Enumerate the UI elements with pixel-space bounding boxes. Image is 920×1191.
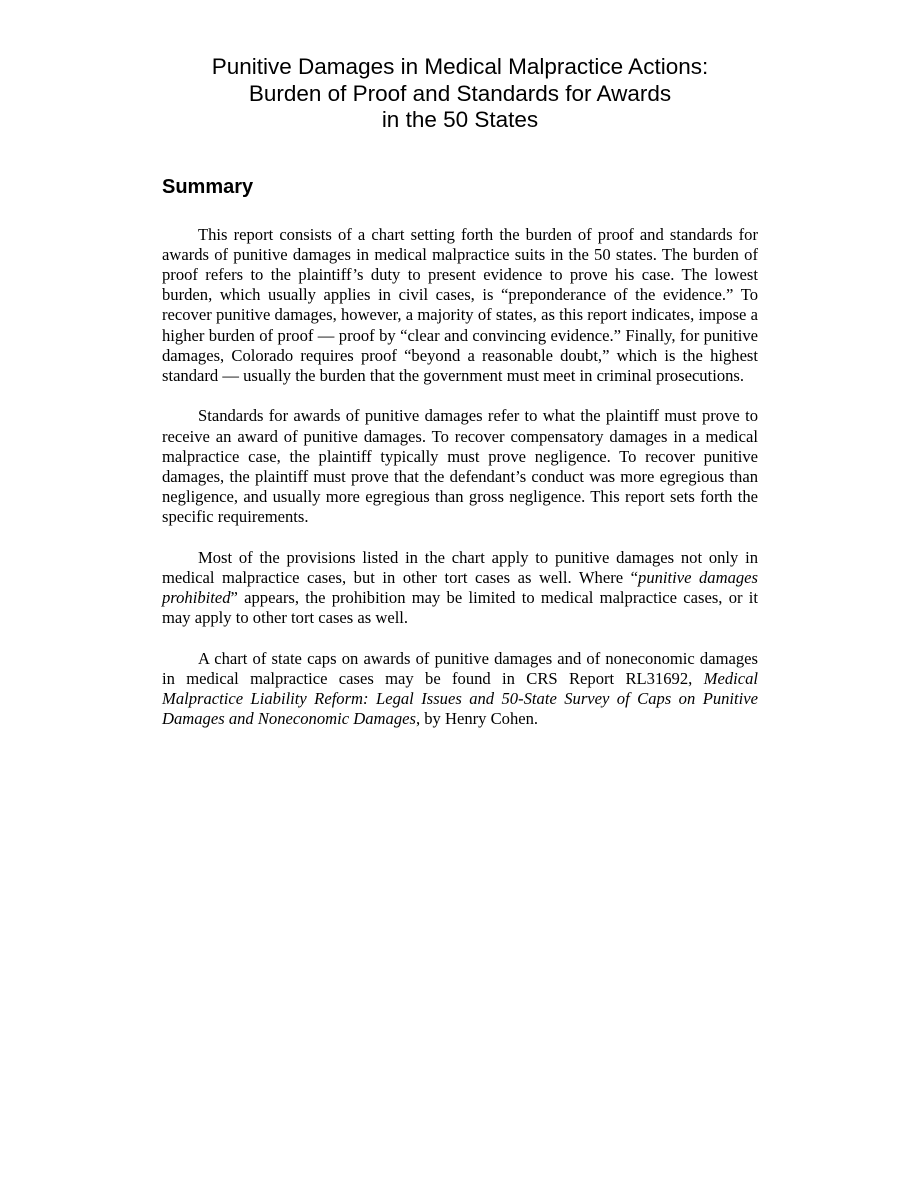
paragraph-scope-text-2: ” appears, the prohibition may be limited to medical malpractice cases, or it may apply to other tort cases as well. bbox=[162, 588, 758, 628]
document-title bbox=[162, 54, 758, 134]
paragraph-scope bbox=[162, 548, 758, 629]
summary-body bbox=[162, 225, 758, 730]
paragraph-scope-italic: punitive damages prohibited bbox=[162, 567, 758, 608]
paragraph-burden-of-proof: This report consists of a chart setting forth the burden of proof and standards for awards of punitive damages in medical malpractice suits in the 50 states. The burden of proof refers to the plaintiff’s duty to present evidence to prove his case. The lowest burden, which usually applies in civil cases, is “preponderance of the evidence.” To recover punitive damages, however, a majority of states, as this report indicates, impose a higher burden of proof — proof by “clear and convincing evidence.” Finally, for punitive damages, Colorado requires proof “beyond a reasonable doubt,” which is the highest standard — usually the burden that the government must meet in criminal prosecutions. bbox=[162, 224, 758, 385]
paragraph-scope-text-1: Most of the provisions listed in the chart apply to punitive damages not only in medical malpractice cases, but in other tort cases as well. Where “ bbox=[162, 547, 758, 587]
paragraph-standards: Standards for awards of punitive damages refer to what the plaintiff must prove to receive an award of punitive damages. To recover compensatory damages in a medical malpractice case, the plaintiff typically must prove negligence. To recover punitive damages, the plaintiff must prove that the defendant’s conduct was more egregious than negligence, and usually more egregious than gross negligence. This report sets forth the specific requirements. bbox=[162, 406, 758, 527]
summary-heading: Summary bbox=[162, 175, 254, 198]
title-line-3: in the 50 States bbox=[381, 107, 539, 132]
paragraph-reference-text-2: , by Henry Cohen. bbox=[415, 709, 539, 729]
report-title-citation: Medical Malpractice Liability Reform: Legal Issues and 50-State Survey of Caps on Punitive Damages and Noneconomic Damages bbox=[162, 668, 758, 729]
paragraph-reference-text-1: A chart of state caps on awards of punitive damages and of noneconomic damages in medical malpractice cases may be found in CRS Report RL31692, bbox=[162, 648, 758, 688]
title-line-1: Punitive Damages in Medical Malpractice Actions: bbox=[211, 54, 709, 79]
document-page bbox=[162, 54, 758, 750]
paragraph-reference bbox=[162, 649, 758, 730]
title-line-2: Burden of Proof and Standards for Awards bbox=[248, 80, 672, 106]
